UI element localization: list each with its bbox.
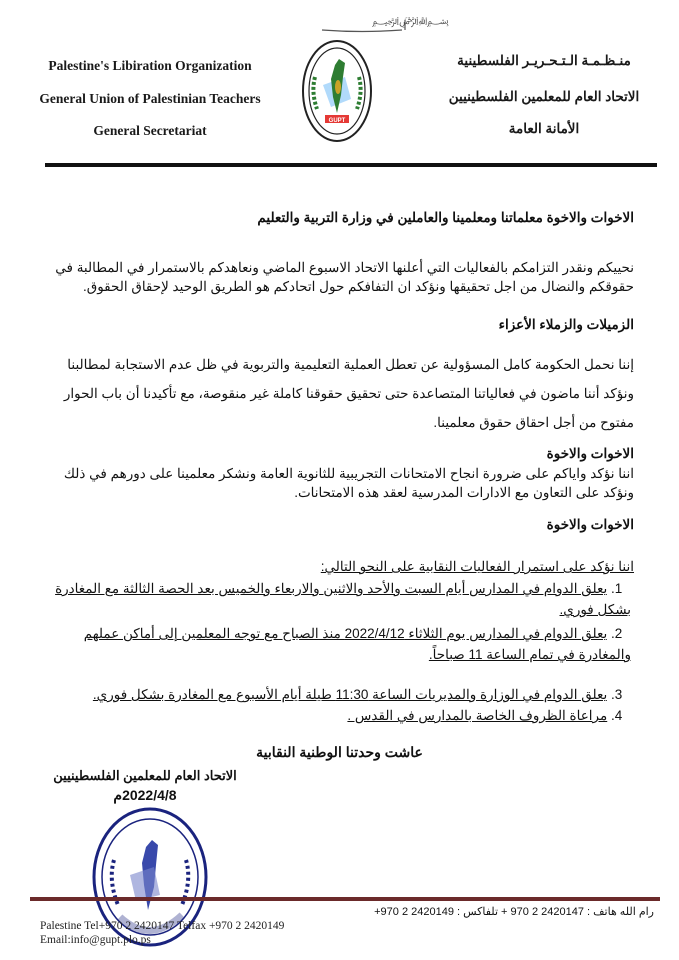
list-number: 4. <box>611 708 623 723</box>
header-divider <box>45 163 657 167</box>
list-text: مراعاة الظروف الخاصة بالمدارس في القدس . <box>347 708 608 723</box>
closing-slogan: عاشت وحدتنا الوطنية النقابية <box>256 744 423 760</box>
gupt-logo <box>301 37 373 145</box>
greeting-heading: الاخوات والاخوة معلماتنا ومعلمينا والعاملين في وزارة التربية والتعليم <box>257 210 634 225</box>
paragraph-1: نحييكم ونقدر التزامكم بالفعاليات التي أعلنها الاتحاد الاسبوع الماضي ونعاهدكم بالاستمرار في المطالبة في حقوقكم والنضال من اجل تحقيقها ونؤكد ان التفافكم حول اتحادكم هو الطريق الوحيد لإحقاق الحقوق. <box>55 260 634 294</box>
footer-arabic-contact: رام الله هاتف : 2420147 2 970 + تلفاكس : 2420149 2 970+ <box>374 906 654 918</box>
list-text: يعلق الدوام في المدارس أيام السبت والأحد والاثنين والاربعاء والخميس بعد الحصة الثالثة مع المغادرة بشكل فوري. <box>55 581 631 617</box>
signature-date: 2022/4/8م <box>113 787 177 803</box>
list-number: 1. <box>611 581 623 596</box>
english-header-line-1: Palestine's Libiration Organization <box>48 58 252 73</box>
logo-text: GUPT <box>328 118 346 124</box>
english-header-line-2: General Union of Palestinian Teachers <box>39 91 261 106</box>
heading-brothers-sisters-1: الاخوات والاخوة <box>546 446 634 461</box>
list-item-4 <box>51 705 631 726</box>
arabic-header-line-2: الاتحاد العام للمعلمين الفلسطينيين <box>448 89 640 104</box>
heading-brothers-sisters-2: الاخوات والاخوة <box>546 517 634 532</box>
list-text: يعلق الدوام في الوزارة والمديريات الساعة 11:30 طيلة أيام الأسبوع مع المغادرة بشكل فوري. <box>92 687 608 702</box>
arabic-header-line-1: منـظـمـة الـتـحـريـر الفلسطينية <box>457 53 631 68</box>
heading-colleagues: الزميلات والزملاء الأعزاء <box>498 317 634 332</box>
svg-text:﷽: ﷽ <box>372 16 449 27</box>
english-header-line-3: General Secretariat <box>93 123 207 138</box>
list-number: 2. <box>611 626 623 641</box>
arabic-header-line-3: الأمانة العامة <box>508 121 580 136</box>
paragraph-3: اننا نؤكد واياكم على ضرورة انجاح الامتحانات التجريبية للثانوية العامة ونشكر معلمينا على دورهم في ذلك ونؤكد على التعاون مع الادارات المدرسية لعقد هذه الامتحانات. <box>63 466 634 500</box>
list-intro: اننا نؤكد على استمرار الفعاليات النقابية على النحو التالي: <box>320 559 634 574</box>
list-item-3 <box>51 684 631 705</box>
list-item-1 <box>51 578 631 620</box>
footer-email: Email:info@gupt.plo.ps <box>40 934 151 946</box>
signature-organization: الاتحاد العام للمعلمين الفلسطينيين <box>53 768 237 783</box>
basmala-calligraphy <box>262 8 449 36</box>
list-item-2 <box>51 623 631 665</box>
paragraph-2: إننا نحمل الحكومة كامل المسؤولية عن تعطل العملية التعليمية والتربوية في ظل عدم الاستجابة لمطالبنا ونؤكد أننا ماضون في فعالياتنا المتصاعدة حتى تحقيق حقوقنا كاملة غير منقوصة، مع تأكيدنا أن باب الحوار مفتوح من أجل احقاق حقوق معلمينا. <box>63 357 634 430</box>
list-number: 3. <box>611 687 623 702</box>
list-text: يعلق الدوام في المدارس يوم الثلاثاء 2022/4/12 منذ الصباح مع توجه المعلمين إلى أماكن عملهم والمغادرة في تمام الساعة 11 صباحاً. <box>83 626 631 662</box>
footer-divider <box>30 897 660 901</box>
footer-english-contact: Palestine Tel+970 2 2420147 Telfax +970 2 2420149 <box>40 920 285 932</box>
official-stamp <box>90 805 210 955</box>
